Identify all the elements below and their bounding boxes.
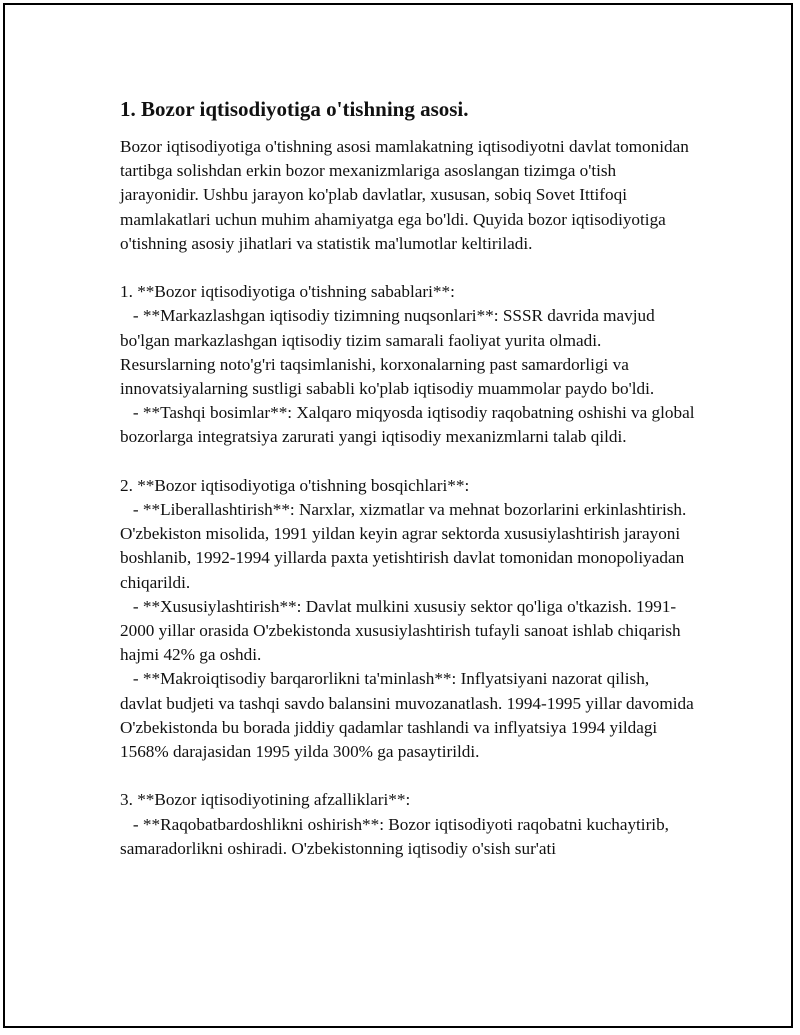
section-1-item-2-text: - **Tashqi bosimlar**: Xalqaro miqyosda iqtisodiy raqobatning oshishi va global bozorlarga integratsiya zarurati yangi iqtisodiy mexanizmlarni talab qildi. [120, 403, 695, 447]
section-2-title: 2. **Bozor iqtisodiyotiga o'tishning bosqichlari**: [120, 475, 470, 495]
section-3-item-1-text: - **Raqobatbardoshlikni oshirish**: Bozor iqtisodiyoti raqobatni kuchaytirib, samaradorlikni oshiradi. O'zbekistonning iqtisodiy o'sish sur'ati [120, 814, 669, 858]
section-2-item-2-text: - **Xususiylashtirish**: Davlat mulkini xususiy sektor qo'liga o'tkazish. 1991-2000 yillar orasida O'zbekistonda xususiylashtirish tufayli sanoat ishlab chiqarish hajmi 42% ga oshdi. [120, 596, 681, 665]
section-2-item-1 [120, 498, 695, 595]
paragraph-gap [120, 764, 695, 788]
section-1-item-2 [120, 401, 695, 449]
section-1-item-1-text: - **Markazlashgan iqtisodiy tizimning nuqsonlari**: SSSR davrida mavjud bo'lgan markazlashgan iqtisodiy tizim samarali faoliyat yurita olmadi. Resurslarning noto'g'ri taqsimlanishi, korxonalarning past samardorligi va innovatsiyalarning sustligi sababli ko'plab iqtisodiy muammolar paydo bo'ldi. [120, 306, 655, 399]
section-2-item-3 [120, 667, 695, 764]
section-heading: 1. Bozor iqtisodiyotiga o'tishning asosi. [120, 97, 469, 121]
section-2-item-1-text: - **Liberallashtirish**: Narxlar, xizmatlar va mehnat bozorlarini erkinlashtirish. O'zbekiston misolida, 1991 yildan keyin agrar sektorda xususiylashtirish jarayoni boshlanib, 1992-1994 yillarda paxta yetishtirish davlat tomonidan monopoliyadan chiqarildi. [120, 500, 687, 592]
section-3-item-1 [120, 813, 695, 861]
section-2-item-3-text: - **Makroiqtisodiy barqarorlikni ta'minlash**: Inflyatsiyani nazorat qilish, davlat budjeti va tashqi savdo balansini muvozanatlash. 1994-1995 yillar davomida O'zbekistonda bu borada jiddiy qadamlar tashlandi va inflyatsiya 1994 yildagi 1568% darajasidan 1995 yilda 300% ga pasaytirildi. [120, 669, 694, 762]
document-content [120, 95, 695, 861]
section-2-item-2 [120, 595, 695, 668]
paragraph-gap [120, 256, 695, 280]
document-page [3, 3, 793, 1028]
section-3-title: 3. **Bozor iqtisodiyotining afzalliklari**: [120, 790, 411, 810]
paragraph-gap [120, 450, 695, 474]
section-1-title: 1. **Bozor iqtisodiyotiga o'tishning sabablari**: [120, 282, 455, 302]
intro-paragraph: Bozor iqtisodiyotiga o'tishning asosi mamlakatning iqtisodiyotni davlat tomonidan tartibga solishdan erkin bozor mexanizmlariga asoslangan tizimga o'tish jarayonidir. Ushbu jarayon ko'plab davlatlar, xususan, sobiq Sovet Ittifoqi mamlakatlari uchun muhim ahamiyatga ega bo'ldi. Quyida bozor iqtisodiyotiga o'tishning asosiy jihatlari va statistik ma'lumotlar keltiriladi. [120, 137, 689, 253]
section-1-item-1 [120, 304, 695, 401]
